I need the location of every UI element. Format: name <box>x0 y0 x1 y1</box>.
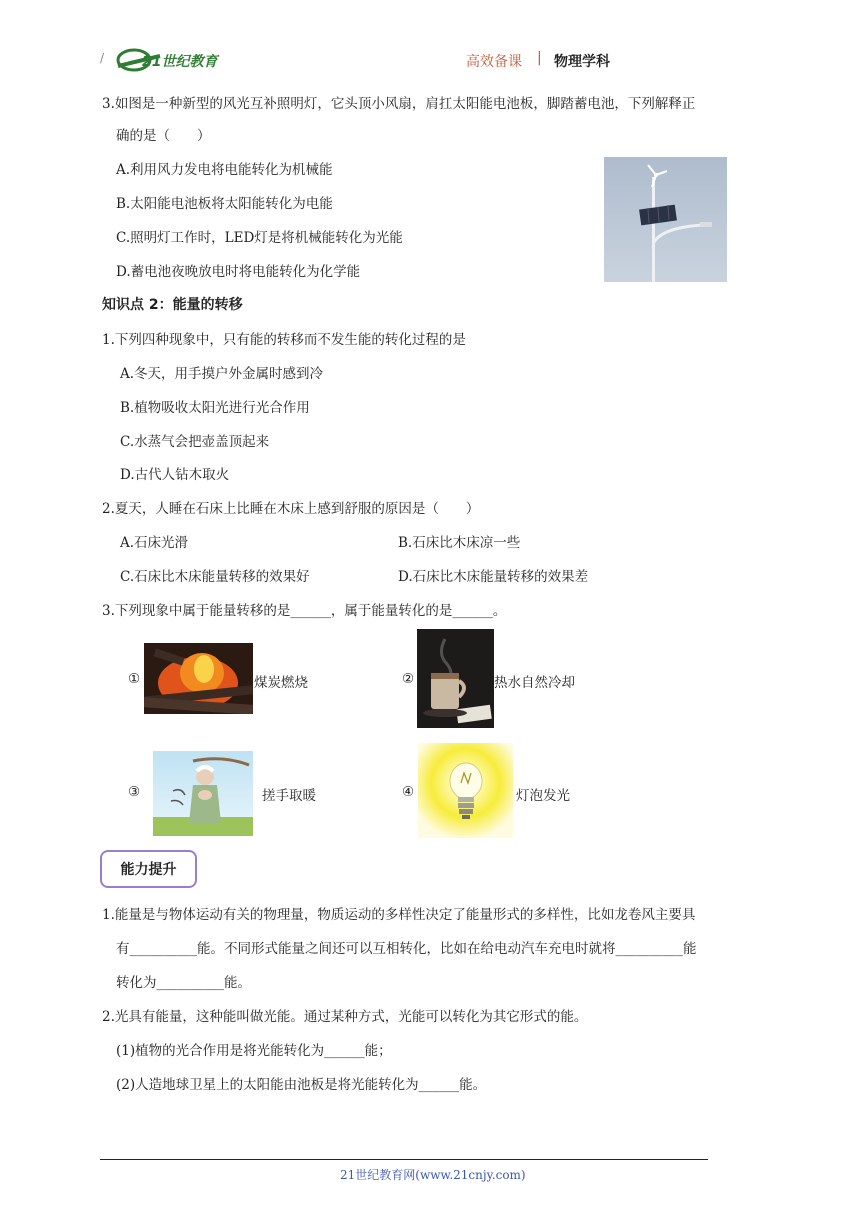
header-logo <box>100 44 225 74</box>
header-left-label: 高效备课 <box>466 54 522 70</box>
item1-label: 煤炭燃烧 <box>254 675 308 691</box>
logo-text: 21世纪教育 <box>142 54 218 70</box>
burning-coal-image <box>144 643 253 714</box>
ab-q1-line3: 转化为__________能。 <box>116 975 251 991</box>
q3-stem-line2: 确的是（ ） <box>116 128 211 144</box>
item4-label: 灯泡发光 <box>516 788 570 804</box>
s2q1-option-b: B.植物吸收太阳光进行光合作用 <box>120 400 310 416</box>
logo-icon <box>100 44 225 74</box>
s2q3-stem: 3.下列现象中属于能量转移的是______，属于能量转化的是______。 <box>102 603 507 619</box>
item3-number: ③ <box>128 784 141 800</box>
footer-link[interactable]: 21世纪教育网(www.21cnjy.com) <box>340 1168 526 1182</box>
s2q2-option-c: C.石床比木床能量转移的效果好 <box>120 569 310 585</box>
ab-q1-line2: 有__________能。不同形式能量之间还可以互相转化，比如在给电动汽车充电时就将__________能 <box>116 941 697 957</box>
s2q1-option-d: D.古代人钻木取火 <box>120 467 230 483</box>
item1-number: ① <box>128 671 141 687</box>
ab-q1-line1: 1.能量是与物体运动有关的物理量，物质运动的多样性决定了能量形式的多样性，比如龙卷风主要具 <box>102 907 696 923</box>
s2q1-option-a: A.冬天，用手摸户外金属时感到冷 <box>120 366 324 382</box>
hot-cup-image <box>417 629 494 728</box>
ab-q2-sub2: (2)人造地球卫星上的太阳能由池板是将光能转化为______能。 <box>116 1077 487 1093</box>
s2q2-stem: 2.夏天，人睡在石床上比睡在木床上感到舒服的原因是（ ） <box>102 501 480 517</box>
q3-option-b: B.太阳能电池板将太阳能转化为电能 <box>116 196 333 212</box>
footer-divider <box>100 1159 708 1160</box>
s2q1-stem: 1.下列四种现象中，只有能的转移而不发生能的转化过程的是 <box>102 332 466 348</box>
s2q1-option-c: C.水蒸气会把壶盖顶起来 <box>120 434 270 450</box>
item4-number: ④ <box>402 784 415 800</box>
rubbing-hands-image <box>153 751 253 836</box>
s2q2-option-a: A.石床光滑 <box>120 535 189 551</box>
s2q2-option-d: D.石床比木床能量转移的效果差 <box>398 569 589 585</box>
q3-stem-line1: 3.如图是一种新型的风光互补照明灯，它头顶小风扇，肩扛太阳能电池板，脚踏蓄电池，下列解释正 <box>102 96 696 112</box>
q3-option-d: D.蓄电池夜晚放电时将电能转化为化学能 <box>116 264 361 280</box>
ab-q2-stem: 2.光具有能量，这种能叫做光能。通过某种方式，光能可以转化为其它形式的能。 <box>102 1009 588 1025</box>
section2-title: 知识点 2：能量的转移 <box>102 297 243 313</box>
wind-solar-streetlight-image <box>604 157 727 282</box>
item2-label: 热水自然冷却 <box>494 675 575 691</box>
svg-text:/: / <box>100 51 105 65</box>
item3-label: 搓手取暖 <box>262 788 316 804</box>
q3-option-c: C.照明灯工作时，LED灯是将机械能转化为光能 <box>116 230 403 246</box>
lightbulb-image <box>418 743 513 838</box>
header-right-label: 物理学科 <box>554 54 610 70</box>
ab-q2-sub1: (1)植物的光合作用是将光能转化为______能； <box>116 1043 392 1059</box>
s2q2-option-b: B.石床比木床凉一些 <box>398 535 521 551</box>
header-separator: | <box>537 50 542 66</box>
ability-improve-button[interactable]: 能力提升 <box>100 850 197 888</box>
q3-option-a: A.利用风力发电将电能转化为机械能 <box>116 162 333 178</box>
item2-number: ② <box>402 671 415 687</box>
